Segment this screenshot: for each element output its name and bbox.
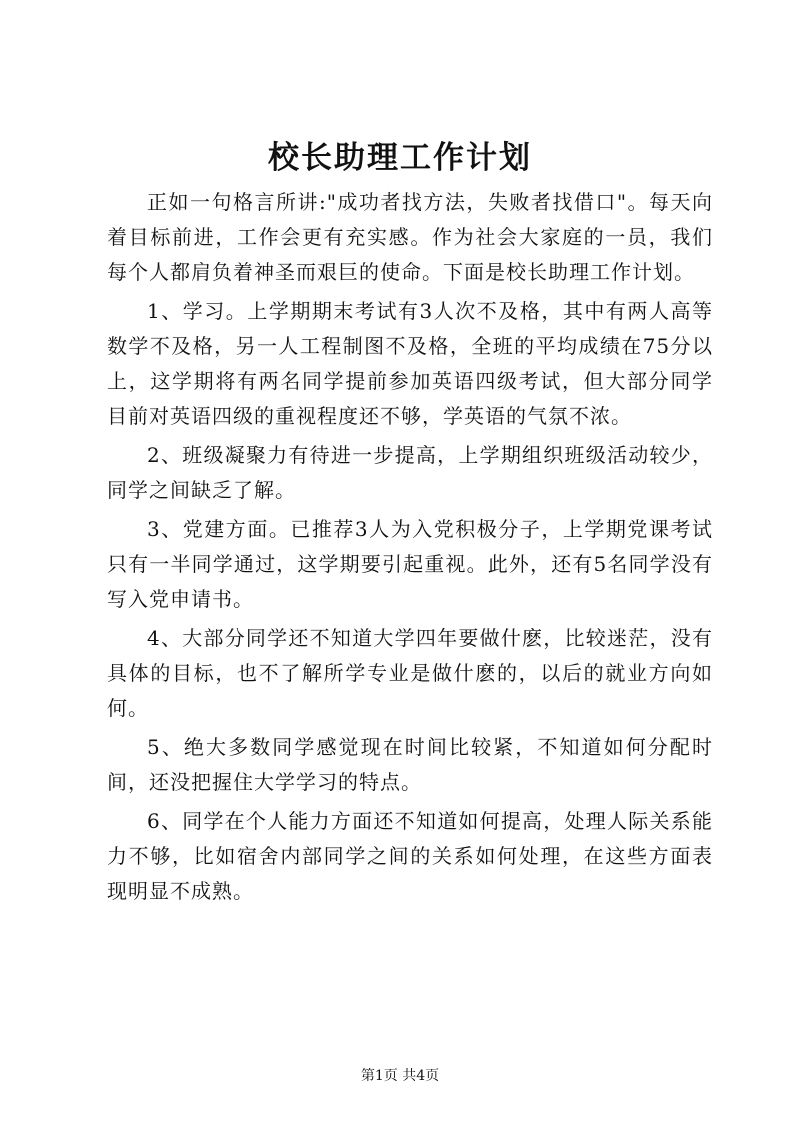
paragraph-item-5: 5、绝大多数同学感觉现在时间比较紧，不知道如何分配时间，还没把握住大学学习的特点。 bbox=[107, 735, 713, 794]
document-title: 校长助理工作计划 bbox=[268, 140, 532, 176]
paragraph-item-6: 6、同学在个人能力方面还不知道如何提高，处理人际关系能力不够，比如宿舍内部同学之间的关系如何处理，在这些方面表现明显不成熟。 bbox=[107, 809, 713, 903]
document-body bbox=[107, 185, 713, 913]
paragraph-item-1: 1、学习。上学期期末考试有3人次不及格，其中有两人高等数学不及格，另一人工程制图不及格，全班的平均成绩在75分以上，这学期将有两名同学提前参加英语四级考试，但大部分同学目前对英语四级的重视程度还不够，学英语的气氛不浓。 bbox=[107, 299, 713, 428]
paragraph-item-2: 2、班级凝聚力有待进一步提高，上学期组织班级活动较少，同学之间缺乏了解。 bbox=[107, 443, 713, 502]
paragraph-item-3: 3、党建方面。已推荐3人为入党积极分子，上学期党课考试只有一半同学通过，这学期要引起重视。此外，还有5名同学没有写入党申请书。 bbox=[107, 517, 713, 611]
paragraph-intro: 正如一句格言所讲:"成功者找方法，失败者找借口"。每天向着目标前进，工作会更有充实感。作为社会大家庭的一员，我们每个人都肩负着神圣而艰巨的使命。下面是校长助理工作计划。 bbox=[107, 190, 713, 284]
paragraph-item-4: 4、大部分同学还不知道大学四年要做什麽，比较迷茫，没有具体的目标，也不了解所学专业是做什麽的，以后的就业方向如何。 bbox=[107, 626, 713, 720]
page-number-footer: 第1页 共4页 bbox=[360, 1068, 440, 1084]
